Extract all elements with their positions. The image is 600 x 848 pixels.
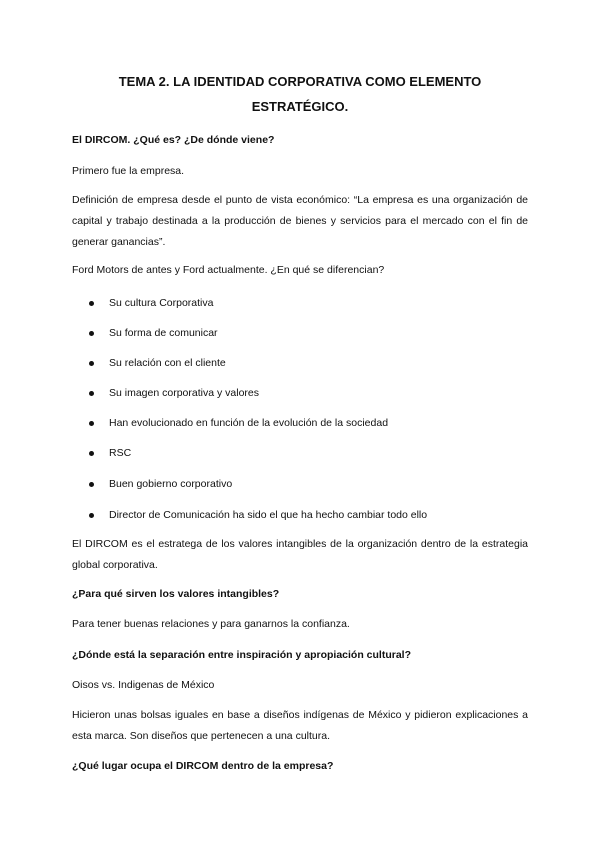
- list-item-label: Su imagen corporativa y valores: [109, 387, 259, 399]
- section-heading-dircom-place: ¿Qué lugar ocupa el DIRCOM dentro de la empresa?: [72, 760, 334, 772]
- bullet-icon: [89, 482, 94, 487]
- list-item-label: Director de Comunicación ha sido el que ha hecho cambiar todo ello: [109, 509, 428, 521]
- bullet-icon: [89, 301, 94, 306]
- section-heading-intangibles: ¿Para qué sirven los valores intangibles?: [72, 588, 280, 600]
- paragraph-intangibles-answer: Para tener buenas relaciones y para ganarnos la confianza.: [72, 618, 350, 630]
- list-item-label: Su forma de comunicar: [109, 327, 218, 339]
- bullet-icon: [89, 451, 94, 456]
- section-heading-dircom: El DIRCOM. ¿Qué es? ¿De dónde viene?: [72, 134, 275, 146]
- paragraph-first-company: Primero fue la empresa.: [72, 165, 185, 177]
- list-item-label: RSC: [109, 447, 132, 459]
- list-item-label: Su relación con el cliente: [109, 357, 226, 369]
- paragraph-ford-question: Ford Motors de antes y Ford actualmente. ¿En qué se diferencian?: [72, 264, 385, 276]
- paragraph-bags: Hicieron unas bolsas iguales en base a diseños indígenas de México y pidieron explicaciones a esta marca. Son diseños que pertenecen a una cultura.: [72, 709, 528, 742]
- bullet-icon: [89, 391, 94, 396]
- bullet-icon: [89, 421, 94, 426]
- bullet-icon: [89, 513, 94, 518]
- document-title-line-1: TEMA 2. LA IDENTIDAD CORPORATIVA COMO ELEMENTO: [118, 74, 482, 89]
- list-item-label: Su cultura Corporativa: [109, 297, 214, 309]
- paragraph-oisos: Oisos vs. Indigenas de México: [72, 679, 215, 691]
- bullet-icon: [89, 361, 94, 366]
- document-title-line-2: ESTRATÉGICO.: [251, 99, 349, 114]
- bullet-icon: [89, 331, 94, 336]
- list-item-label: Han evolucionado en función de la evolución de la sociedad: [109, 417, 389, 429]
- paragraph-company-definition: Definición de empresa desde el punto de vista económico: “La empresa es una organización de capital y trabajo destinada a la producción de bienes y servicios para el mercado con el fin de generar ganancias”.: [72, 194, 528, 248]
- list-item-label: Buen gobierno corporativo: [109, 478, 233, 490]
- section-heading-appropriation: ¿Dónde está la separación entre inspiración y apropiación cultural?: [72, 649, 412, 661]
- paragraph-dircom-strategist: El DIRCOM es el estratega de los valores intangibles de la organización dentro de la estrategia global corporativa.: [72, 538, 528, 571]
